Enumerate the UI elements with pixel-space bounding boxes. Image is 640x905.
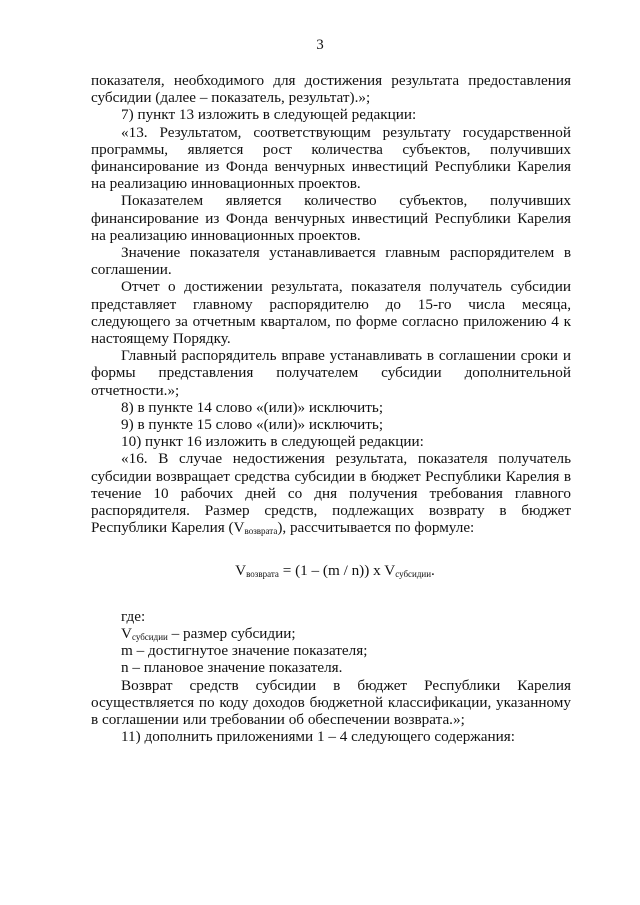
paragraph-indicator: Показателем является количество субъектов, получивших финансирование из Фонда венчурных инвестиций Республики Карелия на реализацию инновационных проектов.: [91, 192, 571, 244]
paragraph-clause-16: [91, 450, 571, 536]
document-body: [91, 72, 571, 745]
paragraph-clause-13: «13. Результатом, соответствующим результату государственной программы, является рост количества субъектов, получивших финансирование из Фонда венчурных инвестиций Республики Карелия на реализацию инновационных проектов.: [91, 123, 571, 193]
paragraph-return: Возврат средств субсидии в бюджет Республики Карелия осуществляется по коду доходов бюджетной классификации, указанному в соглашении или требовании об обеспечении возврата.»;: [91, 676, 571, 728]
definition-v-text: – размер субсидии;: [167, 624, 296, 642]
clause-16-text: «16. В случае недостижения результата, показателя получатель субсидии возвращает средства субсидии в бюджет Республики Карелия в течение 10 рабочих дней со дня получения требования главного распорядителя. Размер средств, подлежащих возврату в бюджет Республики Карелия (V: [91, 450, 571, 537]
paragraph-where: где:: [121, 607, 146, 625]
paragraph-report: Отчет о достижении результата, показателя получатель субсидии представляет главному распорядителю до 15-го числа месяца, следующего за отчетным кварталом, по форме согласно приложению 4 к настоящему Порядку.: [91, 278, 571, 348]
formula-middle: = (1 – (m / n)) x V: [278, 562, 396, 580]
paragraph-main-manager: Главный распорядитель вправе устанавливать в соглашении сроки и формы представления получателем субсидии дополнительной отчетности.»;: [91, 347, 571, 399]
formula-end: .: [431, 562, 435, 580]
formula: [91, 562, 571, 579]
paragraph-item-11: 11) дополнить приложениями 1 – 4 следующего содержания:: [121, 728, 515, 746]
paragraph-item-7: 7) пункт 13 изложить в следующей редакции:: [121, 106, 417, 124]
definition-v: [91, 625, 571, 642]
definition-v-symbol: V: [121, 624, 132, 642]
definition-n: n – плановое значение показателя.: [121, 659, 343, 677]
formula-v: V: [235, 562, 247, 580]
page-number: 3: [316, 37, 324, 53]
paragraph-continuation: показателя, необходимого для достижения результата предоставления субсидии (далее – показатель, результат).»;: [91, 72, 571, 107]
definition-v-sub: субсидии: [131, 631, 168, 642]
paragraph-item-8: 8) в пункте 14 слово «(или)» исключить;: [121, 398, 384, 416]
formula-sub-return: возврата: [246, 569, 279, 580]
definition-m: m – достигнутое значение показателя;: [121, 642, 368, 660]
clause-16-tail: ), рассчитывается по формуле:: [277, 519, 475, 537]
paragraph-item-9: 9) в пункте 15 слово «(или)» исключить;: [121, 416, 384, 434]
paragraph-indicator-value: Значение показателя устанавливается главным распорядителем в соглашении.: [91, 244, 571, 279]
clause-16-subscript: возврата: [244, 526, 278, 537]
paragraph-item-10: 10) пункт 16 изложить в следующей редакции:: [121, 433, 424, 451]
formula-sub-subsidy: субсидии: [395, 569, 432, 580]
